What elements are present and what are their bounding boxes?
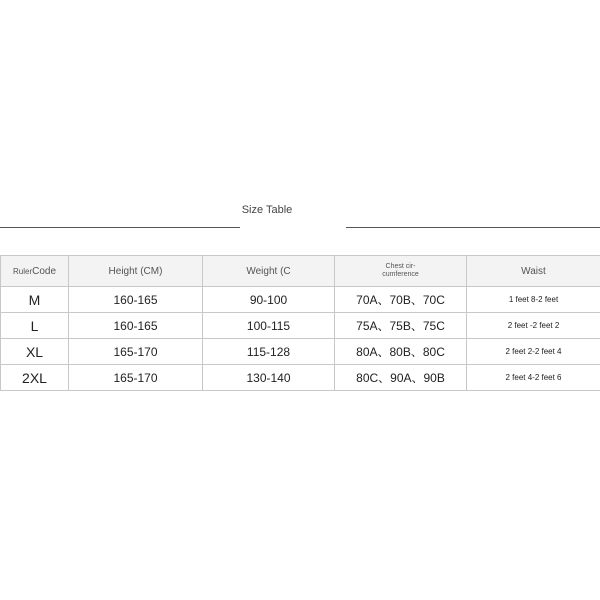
weight-cell: 100-115 [203,313,335,339]
waist-cell: 2 feet 4-2 feet 6 [467,365,600,391]
waist-cell: 1 feet 8-2 feet [467,287,600,313]
height-cell: 160-165 [69,287,203,313]
chest-cell: 80C、90A、90B [335,365,467,391]
size-cell: 2XL [1,365,69,391]
header-ruler-code [1,256,69,287]
weight-cell: 115-128 [203,339,335,365]
header-row [1,256,600,287]
header-chest [335,256,467,287]
chest-cell: 75A、75B、75C [335,313,467,339]
header-chest-line2: cumference [382,271,419,278]
height-cell: 160-165 [69,313,203,339]
height-cell: 165-170 [69,339,203,365]
size-table [0,255,600,391]
header-chest-line1: Chest cir- [385,263,416,270]
weight-cell: 130-140 [203,365,335,391]
size-cell: M [1,287,69,313]
title-divider-right [346,227,600,228]
chest-cell: 70A、70B、70C [335,287,467,313]
table-row [1,339,600,365]
weight-cell: 90-100 [203,287,335,313]
chest-cell: 80A、80B、80C [335,339,467,365]
header-weight: Weight (C [203,256,335,287]
table-row [1,313,600,339]
waist-cell: 2 feet -2 feet 2 [467,313,600,339]
header-code-label: Code [32,265,57,277]
table-title: Size Table [241,204,293,216]
height-cell: 165-170 [69,365,203,391]
size-cell: XL [1,339,69,365]
header-ruler-label: Ruler [12,266,33,276]
table-row [1,365,600,391]
table-row [1,287,600,313]
header-height: Height (CM) [69,256,203,287]
header-waist: Waist [467,256,600,287]
waist-cell: 2 feet 2-2 feet 4 [467,339,600,365]
title-divider-left [0,227,240,228]
title-area [0,196,600,236]
size-cell: L [1,313,69,339]
